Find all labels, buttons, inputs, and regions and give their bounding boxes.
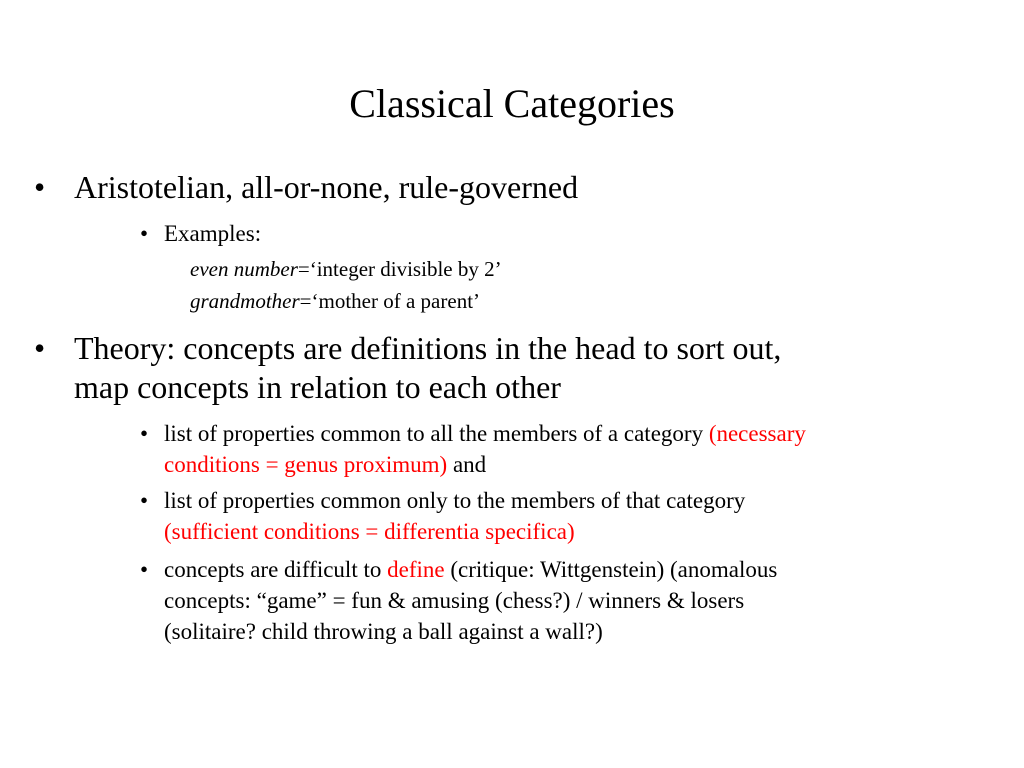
- example-definition: =‘mother of a parent’: [299, 289, 481, 313]
- bullet-marker: •: [34, 169, 46, 205]
- highlight-genus-proximum: conditions = genus proximum): [164, 452, 448, 477]
- bullet-theory: [34, 329, 974, 407]
- highlight-define: define: [387, 557, 445, 582]
- slide-title: Classical Categories: [349, 81, 675, 126]
- sub-bullet-difficult-to-define: [140, 554, 964, 647]
- sub-bullet-text: list of properties common to all the members of a category: [164, 421, 709, 446]
- bullet-marker: •: [140, 557, 149, 582]
- example-term: grandmother: [190, 289, 300, 313]
- highlight-necessary: (necessary: [708, 421, 806, 446]
- example-even-number: [190, 256, 890, 282]
- bullet-marker: •: [140, 221, 149, 246]
- sub-bullet-text-cont: (critique: Wittgenstein) (anomalous: [444, 557, 778, 582]
- highlight-differentia-specifica: (sufficient conditions = differentia specifica): [164, 519, 575, 544]
- sub-bullet-necessary-conditions: [140, 418, 964, 480]
- example-definition: =‘integer divisible by 2’: [297, 257, 502, 281]
- sub-bullet-sufficient-conditions: [140, 485, 964, 547]
- example-grandmother: [190, 288, 890, 314]
- sub-bullet-text-end: and: [447, 452, 487, 477]
- bullet-aristotelian: [34, 168, 974, 207]
- bullet-marker: •: [140, 421, 149, 446]
- sub-bullet-line-2: concepts: “game” = fun & amusing (chess?) / winners & losers: [164, 588, 745, 613]
- sub-bullet-examples: [140, 218, 964, 249]
- bullet-marker: •: [34, 330, 46, 366]
- bullet-text-line-2: map concepts in relation to each other: [74, 369, 561, 405]
- bullet-marker: •: [140, 488, 149, 513]
- bullet-text-line-1: Theory: concepts are definitions in the head to sort out,: [74, 330, 782, 366]
- example-term: even number: [190, 257, 298, 281]
- sub-bullet-line-3: (solitaire? child throwing a ball against a wall?): [164, 619, 603, 644]
- bullet-text: Aristotelian, all-or-none, rule-governed: [74, 169, 579, 205]
- sub-bullet-text: Examples:: [164, 221, 262, 246]
- sub-bullet-text: list of properties common only to the members of that category: [164, 488, 746, 513]
- sub-bullet-text: concepts are difficult to: [164, 557, 388, 582]
